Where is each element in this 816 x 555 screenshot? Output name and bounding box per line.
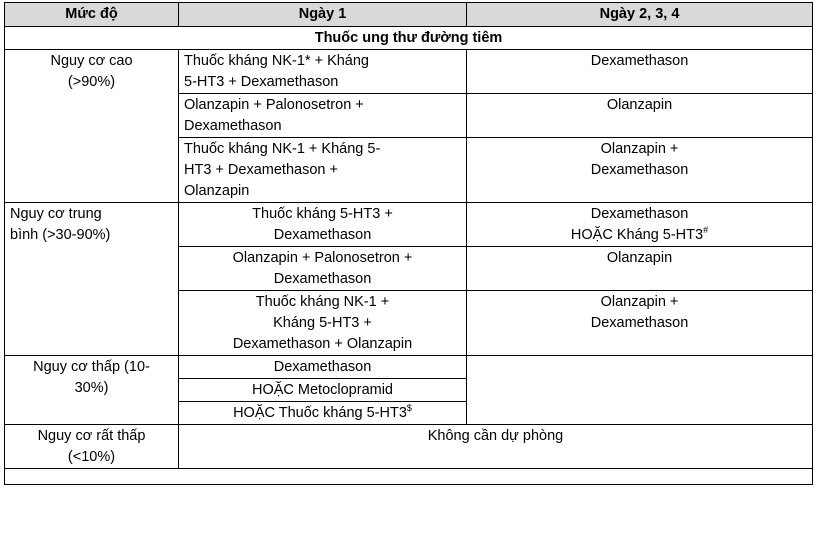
level-text: Nguy cơ cao — [50, 53, 133, 69]
day1-cell — [179, 94, 467, 138]
header-day1: Ngày 1 — [179, 3, 467, 27]
day1-cell — [179, 247, 467, 291]
footnote-mark: # — [703, 225, 709, 236]
header-level: Mức độ — [5, 3, 179, 27]
table-row — [5, 356, 813, 379]
merged-cell: Không cần dự phòng — [179, 425, 813, 469]
level-text: (>90%) — [67, 74, 116, 90]
level-low — [5, 356, 179, 425]
day1-text: Kháng 5-HT3 + — [273, 315, 372, 331]
level-text: Nguy cơ rất thấp — [37, 428, 146, 444]
day234-text: Olanzapin + — [600, 294, 679, 310]
level-text: 30%) — [74, 380, 109, 396]
day1-text: Thuốc kháng NK-1 + — [255, 294, 390, 310]
day1-cell — [179, 138, 467, 203]
header-row — [5, 3, 813, 27]
day234-text: Olanzapin — [606, 250, 673, 266]
day1-text: Olanzapin + Palonosetron + — [232, 250, 413, 266]
day1-text: Thuốc kháng NK-1* + Kháng — [184, 53, 369, 69]
level-text: (<10%) — [67, 449, 116, 465]
antiemetic-table — [4, 2, 813, 485]
day1-text: Olanzapin — [184, 183, 250, 199]
day234-cell — [467, 50, 813, 94]
section-row — [5, 27, 813, 50]
footnote-mark: $ — [406, 403, 412, 414]
day1-cell — [179, 291, 467, 356]
day234-empty-cell — [467, 356, 813, 425]
day1-cell — [179, 203, 467, 247]
day1-cell — [179, 50, 467, 94]
day1-text: Dexamethason — [184, 118, 282, 134]
day1-text: Dexamethason — [273, 227, 372, 243]
day1-text: HT3 + Dexamethason + — [184, 162, 338, 178]
level-high — [5, 50, 179, 203]
day234-text-with-note — [472, 225, 807, 246]
day234-cell — [467, 203, 813, 247]
day1-text: Dexamethason — [273, 271, 372, 287]
day1-cell: Dexamethason — [179, 356, 467, 379]
day234-text: Dexamethason — [590, 206, 689, 222]
day234-text: Dexamethason — [590, 53, 689, 69]
table-row — [5, 425, 813, 469]
day234-text: Olanzapin — [606, 97, 673, 113]
day1-text: Dexamethason + Olanzapin — [232, 336, 413, 352]
day234-text: Dexamethason — [590, 315, 689, 331]
day1-text: 5-HT3 + Dexamethason — [184, 74, 339, 90]
day234-text: Dexamethason — [590, 162, 689, 178]
table-row — [5, 203, 813, 247]
header-day234: Ngày 2, 3, 4 — [467, 3, 813, 27]
level-moderate — [5, 203, 179, 356]
level-very-low — [5, 425, 179, 469]
footnote-cell — [5, 469, 813, 485]
level-text: Nguy cơ trung — [10, 206, 102, 222]
day1-cell — [179, 402, 467, 425]
day234-cell — [467, 94, 813, 138]
day234-text: HOẶC Kháng 5-HT3 — [570, 227, 704, 243]
level-text: Nguy cơ thấp (10- — [33, 359, 150, 375]
day1-text: Thuốc kháng NK-1 + Kháng 5- — [184, 141, 381, 157]
day234-cell — [467, 291, 813, 356]
day1-text: Thuốc kháng 5-HT3 + — [252, 206, 393, 222]
footnote-row — [5, 469, 813, 485]
day1-text: Olanzapin + Palonosetron + — [184, 97, 364, 113]
day234-cell — [467, 247, 813, 291]
day234-cell — [467, 138, 813, 203]
level-text: bình (>30-90%) — [10, 227, 111, 243]
section-title: Thuốc ung thư đường tiêm — [5, 27, 813, 50]
day234-text: Olanzapin + — [600, 141, 679, 157]
day1-cell: HOẶC Metoclopramid — [179, 379, 467, 402]
day1-text: HOẶC Thuốc kháng 5-HT3 — [233, 405, 407, 421]
table-row — [5, 50, 813, 94]
